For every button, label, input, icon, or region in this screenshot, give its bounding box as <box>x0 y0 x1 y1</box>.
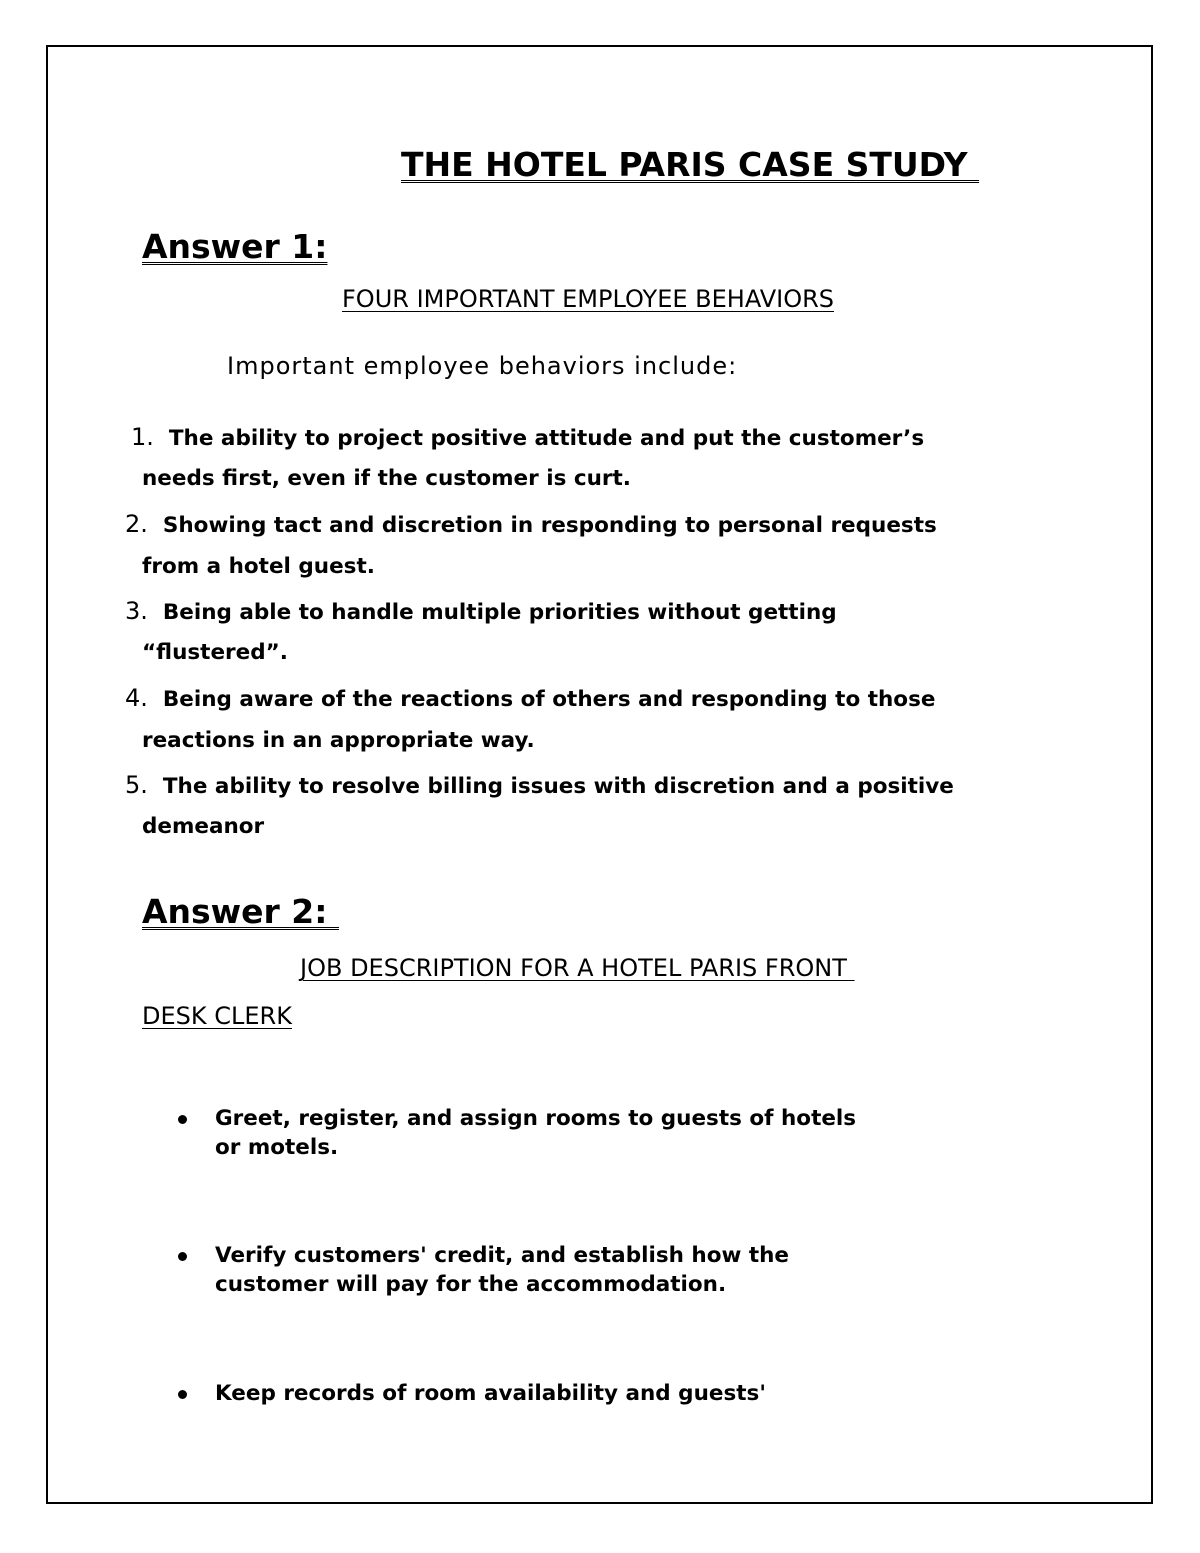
list-item-1-line-2: needs first, even if the customer is curt. <box>142 466 631 491</box>
bullet-3-icon <box>178 1390 187 1399</box>
behaviors-intro: Important employee behaviors include: <box>227 352 738 380</box>
list-item-2-text: Showing tact and discretion in responding to personal requests <box>162 513 937 538</box>
job-description-heading-line-2: DESK CLERK <box>142 1002 292 1030</box>
list-item-3-number: 3. <box>125 597 148 625</box>
job-description-heading-line-1: JOB DESCRIPTION FOR A HOTEL PARIS FRONT <box>300 954 855 982</box>
bullet-2-icon <box>178 1252 187 1261</box>
list-item-4-line-1 <box>125 684 935 712</box>
bullet-1-icon <box>178 1115 187 1124</box>
behaviors-heading: FOUR IMPORTANT EMPLOYEE BEHAVIORS <box>342 285 835 313</box>
list-item-3-text: Being able to handle multiple priorities without getting <box>162 600 837 625</box>
bullet-item-2-line-1: Verify customers' credit, and establish how the <box>215 1243 790 1268</box>
list-item-2-line-1 <box>125 510 937 538</box>
list-item-3-line-2: “flustered”. <box>142 640 288 665</box>
list-item-5-line-2: demeanor <box>142 814 265 839</box>
list-item-1-number: 1. <box>131 423 154 451</box>
list-item-4-number: 4. <box>125 684 148 712</box>
bullet-item-2-line-2: customer will pay for the accommodation. <box>215 1272 727 1297</box>
document-title: THE HOTEL PARIS CASE STUDY <box>401 145 980 184</box>
list-item-4-text: Being aware of the reactions of others and responding to those <box>162 687 936 712</box>
list-item-5-line-1 <box>125 771 954 799</box>
bullet-item-1-line-1: Greet, register, and assign rooms to guests of hotels <box>215 1106 857 1131</box>
answer-1-heading: Answer 1: <box>142 227 328 266</box>
list-item-1-text: The ability to project positive attitude and put the customer’s <box>168 426 925 451</box>
list-item-3-line-1 <box>125 597 837 625</box>
bullet-item-3-line-1: Keep records of room availability and guests' <box>215 1381 766 1406</box>
list-item-5-number: 5. <box>125 771 148 799</box>
list-item-4-line-2: reactions in an appropriate way. <box>142 728 535 753</box>
list-item-2-number: 2. <box>125 510 148 538</box>
bullet-item-1-line-2: or motels. <box>215 1135 339 1160</box>
list-item-1-line-1 <box>131 423 924 451</box>
list-item-5-text: The ability to resolve billing issues with discretion and a positive <box>162 774 954 799</box>
list-item-2-line-2: from a hotel guest. <box>142 554 375 579</box>
answer-2-heading: Answer 2: <box>142 892 339 931</box>
